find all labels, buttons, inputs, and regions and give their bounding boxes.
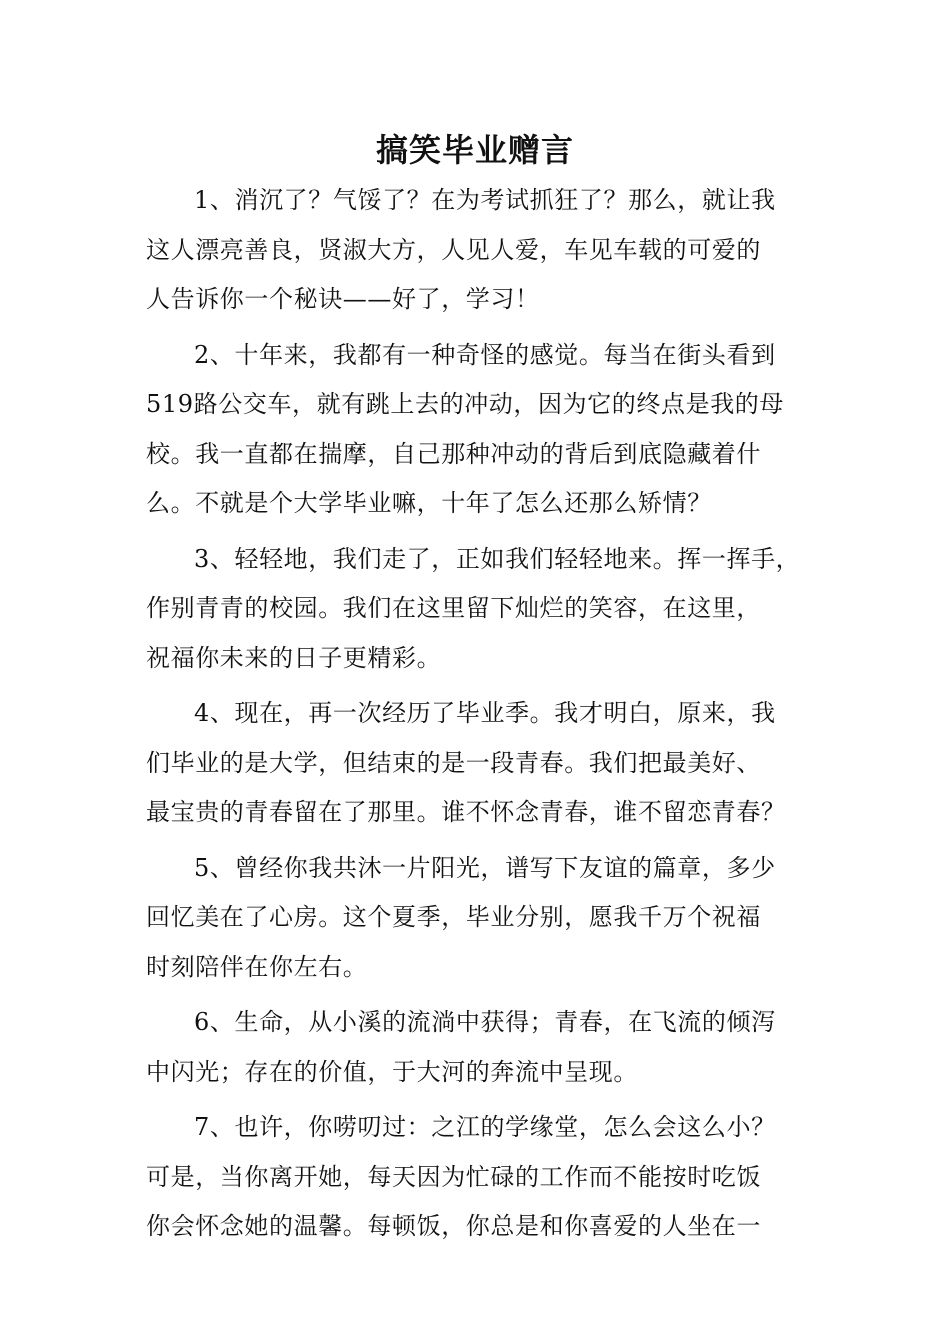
paragraph-line: 1、消沉了？气馁了？在为考试抓狂了？那么，就让我: [194, 186, 776, 214]
paragraph-line: 7、也许，你唠叨过：之江的学缘堂，怎么会这么小？: [194, 1113, 776, 1141]
paragraph-line: 祝福你未来的日子更精彩。: [146, 643, 442, 672]
document-body: [146, 176, 816, 1258]
paragraph-line: 519路公交车，就有跳上去的冲动，因为它的终点是我的母: [146, 390, 785, 418]
document-title: 搞笑毕业赠言: [375, 131, 574, 169]
paragraph-line: 4、现在，再一次经历了毕业季。我才明白，原来，我: [194, 699, 776, 727]
paragraph-line: 中闪光；存在的价值，于大河的奔流中呈现。: [146, 1057, 638, 1086]
paragraph-line: 校。我一直都在揣摩，自己那种冲动的背后到底隐藏着什: [146, 439, 761, 468]
paragraph-7: [146, 1103, 816, 1252]
paragraph-6: [146, 998, 816, 1097]
paragraph-line: 你会怀念她的温馨。每顿饭，你总是和你喜爱的人坐在一: [146, 1212, 761, 1240]
paragraph-line: 6、生命，从小溪的流淌中获得；青春，在飞流的倾泻: [194, 1008, 776, 1036]
paragraph-line: 作别青青的校园。我们在这里留下灿烂的笑容，在这里，: [146, 594, 761, 622]
paragraph-line: 3、轻轻地，我们走了，正如我们轻轻地来。挥一挥手，: [194, 544, 801, 573]
paragraph-4: [146, 689, 816, 838]
paragraph-line: 人告诉你一个秘诀——好了，学习！: [146, 285, 540, 313]
paragraph-line: 最宝贵的青春留在了那里。谁不怀念青春，谁不留恋青春？: [146, 798, 786, 826]
paragraph-line: 时刻陪伴在你左右。: [146, 952, 368, 981]
paragraph-line: 5、曾经你我共沐一片阳光，谱写下友谊的篇章，多少: [194, 853, 776, 882]
paragraph-line: 么。不就是个大学毕业嘛，十年了怎么还那么矫情？: [146, 489, 712, 517]
paragraph-line: 2、十年来，我都有一种奇怪的感觉。每当在街头看到: [194, 340, 776, 369]
paragraph-line: 可是，当你离开她，每天因为忙碌的工作而不能按时吃饭: [146, 1162, 761, 1191]
paragraph-3: [146, 535, 816, 684]
paragraph-line: 们毕业的是大学，但结束的是一段青春。我们把最美好、: [146, 748, 761, 777]
paragraph-5: [146, 844, 816, 993]
paragraph-line: 这人漂亮善良，贤淑大方，人见人爱，车见车载的可爱的: [146, 235, 761, 264]
paragraph-line: 回忆美在了心房。这个夏季，毕业分别，愿我千万个祝福: [146, 903, 761, 931]
paragraph-1: [146, 176, 816, 325]
paragraph-2: [146, 331, 816, 529]
